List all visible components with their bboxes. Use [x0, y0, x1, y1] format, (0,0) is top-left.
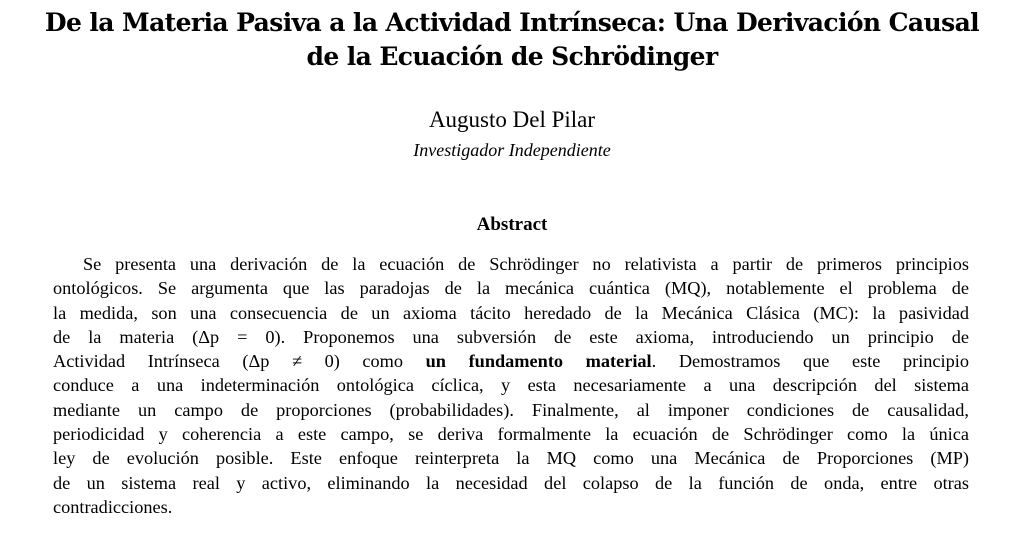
- abstract-emphasis: un fundamento material: [425, 351, 652, 372]
- author-name: Augusto Del Pilar: [428, 107, 596, 132]
- abstract-text-fragment: Actividad Intrínseca (Δp ≠ 0) como: [53, 351, 426, 372]
- abstract-line: periodicidad y coherencia a este campo, se deriva formalmente la ecuación de Schrödinger como la única: [53, 424, 969, 445]
- abstract-heading: Abstract: [476, 214, 548, 235]
- abstract-line: de un sistema real y activo, eliminando la necesidad del colapso de la función de onda, entre otras: [53, 472, 969, 493]
- author-affiliation: Investigador Independiente: [413, 140, 611, 160]
- abstract-line: mediante un campo de proporciones (probabilidades). Finalmente, al imponer condiciones de causalidad,: [53, 399, 969, 420]
- abstract-body: [53, 252, 969, 519]
- paper-title-line-2: de la Ecuación de Schrödinger: [306, 42, 718, 71]
- paper-title: [0, 6, 1024, 74]
- abstract-line: ley de evolución posible. Este enfoque reinterpreta la MQ como una Mecánica de Proporciones (MP): [53, 448, 969, 469]
- abstract-line-with-emphasis: [53, 349, 969, 373]
- abstract-line: contradicciones.: [53, 496, 173, 517]
- abstract-line: Se presenta una derivación de la ecuación de Schrödinger no relativista a partir de primeros principios: [83, 254, 969, 274]
- abstract-line: ontológicos. Se argumenta que las paradojas de la mecánica cuántica (MQ), notablemente el problema de: [53, 278, 969, 299]
- abstract-line: conduce a una indeterminación ontológica cíclica, y esta necesariamente a una descripción del sistema: [53, 375, 969, 396]
- paper-title-line-1: De la Materia Pasiva a la Actividad Intrínseca: Una Derivación Causal: [44, 8, 980, 37]
- abstract-line: la medida, son una consecuencia de un axioma tácito heredado de la Mecánica Clásica (MC): la pasividad: [53, 302, 969, 323]
- abstract-text-fragment: . Demostramos que este principio: [651, 351, 969, 372]
- abstract-line: de la materia (Δp = 0). Proponemos una subversión de este axioma, introduciendo un principio de: [53, 326, 969, 347]
